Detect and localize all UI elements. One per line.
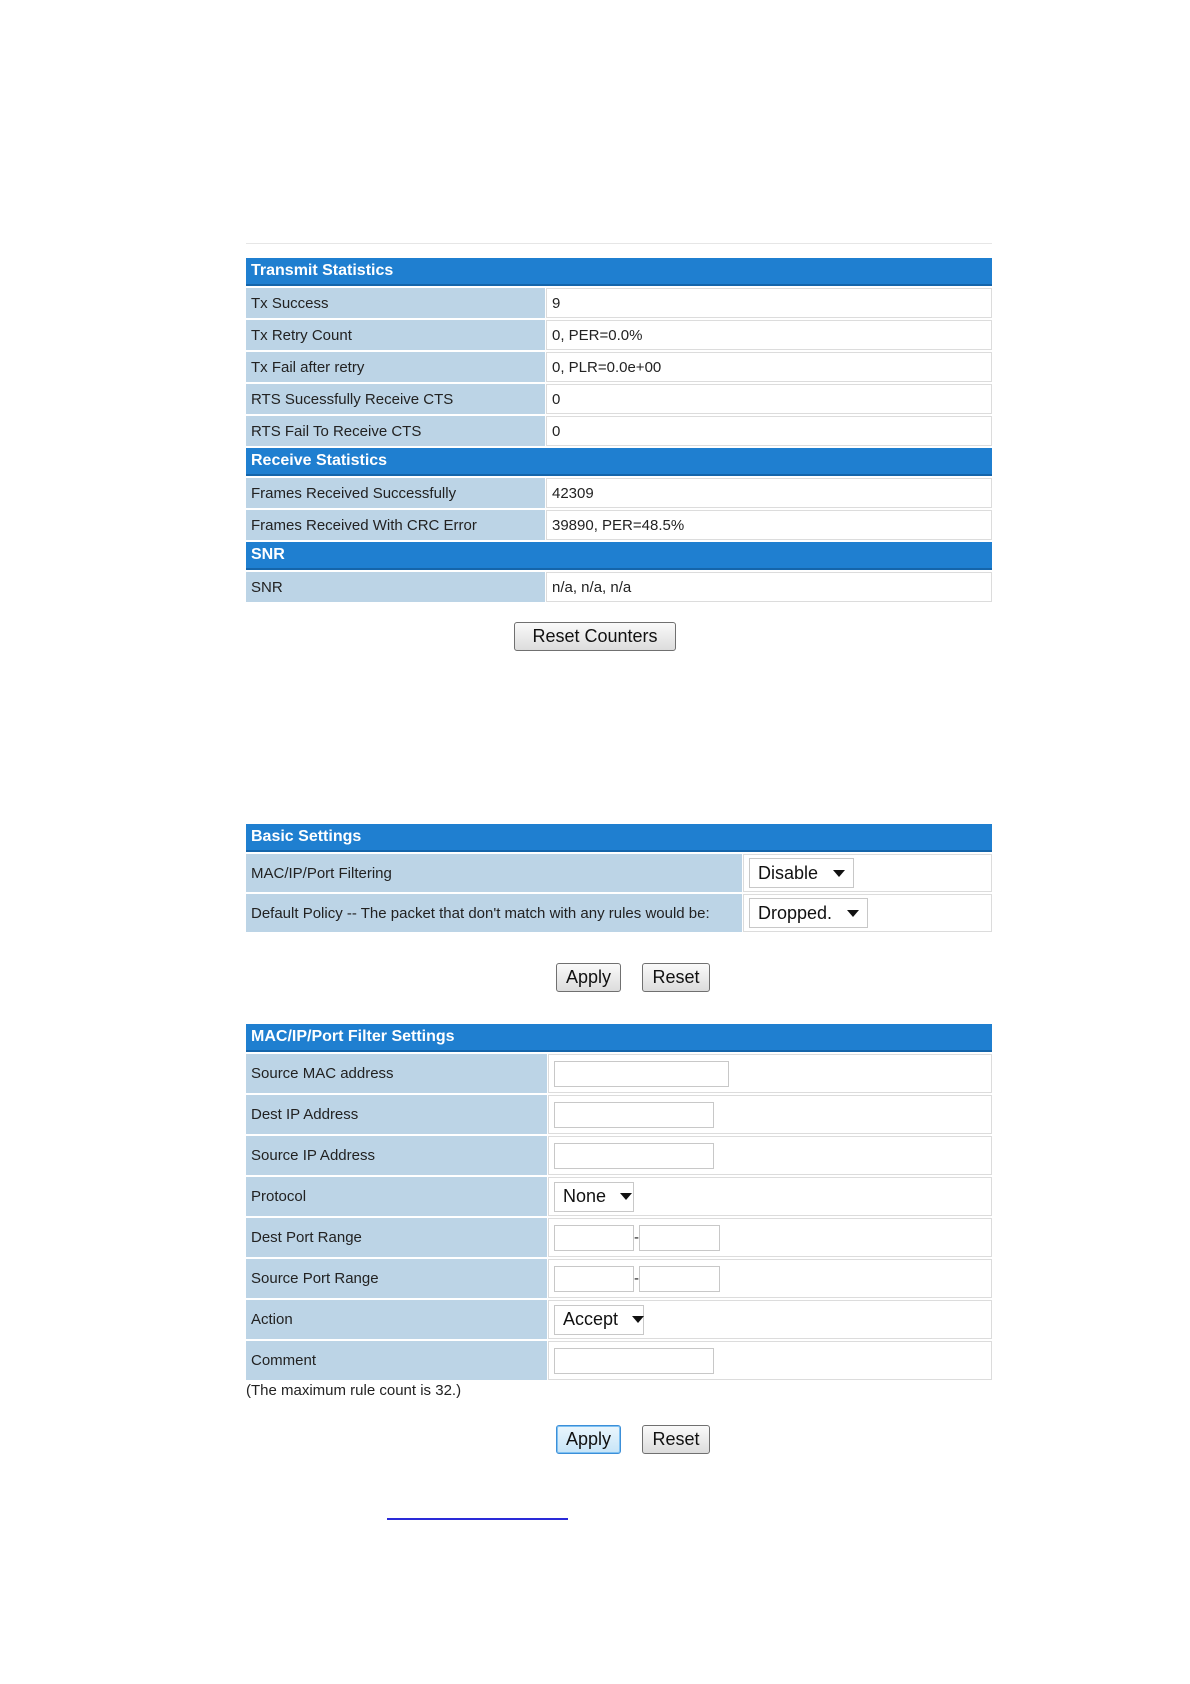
- source-mac-cell: [548, 1054, 992, 1093]
- source-port-range-cell: [548, 1259, 992, 1298]
- snr-label: SNR: [246, 572, 546, 602]
- basic-settings-panel: [246, 822, 992, 934]
- basic-apply-button[interactable]: Apply: [556, 963, 621, 992]
- table-row: [246, 1259, 992, 1298]
- table-row: [246, 1054, 992, 1093]
- rts-receive-cts-label: RTS Sucessfully Receive CTS: [246, 384, 546, 414]
- top-divider: [246, 243, 992, 244]
- range-separator: -: [634, 1269, 639, 1287]
- transmit-statistics-header: Transmit Statistics: [246, 258, 992, 286]
- action-label: Action: [246, 1300, 548, 1339]
- table-row: [246, 320, 992, 350]
- table-row: [246, 288, 992, 318]
- default-policy-label: Default Policy -- The packet that don't match with any rules would be:: [246, 894, 743, 932]
- snr-value: n/a, n/a, n/a: [546, 572, 992, 602]
- range-separator: -: [634, 1228, 639, 1246]
- filtering-cell: [743, 854, 992, 892]
- dest-port-range-cell: [548, 1218, 992, 1257]
- chevron-down-icon: [632, 1316, 644, 1323]
- action-select-value: Accept: [563, 1309, 619, 1329]
- table-row: [246, 1095, 992, 1134]
- statistics-panel: [246, 256, 992, 604]
- dest-port-end-input[interactable]: [639, 1225, 720, 1251]
- table-row: [246, 1218, 992, 1257]
- table-row: [246, 1136, 992, 1175]
- chevron-down-icon: [833, 870, 845, 877]
- protocol-select[interactable]: [554, 1182, 634, 1212]
- statistics-table: [246, 256, 992, 604]
- rts-fail-cts-value: 0: [546, 416, 992, 446]
- dest-port-range-label: Dest Port Range: [246, 1218, 548, 1257]
- protocol-cell: [548, 1177, 992, 1216]
- table-row: [246, 416, 992, 446]
- table-row: [246, 894, 992, 932]
- filtering-select-value: Disable: [758, 862, 819, 883]
- reset-counters-button[interactable]: Reset Counters: [514, 622, 675, 651]
- dest-ip-label: Dest IP Address: [246, 1095, 548, 1134]
- default-policy-select-value: Dropped.: [758, 902, 833, 923]
- tx-retry-count-label: Tx Retry Count: [246, 320, 546, 350]
- filtering-label: MAC/IP/Port Filtering: [246, 854, 743, 892]
- comment-label: Comment: [246, 1341, 548, 1380]
- source-mac-input[interactable]: [554, 1061, 729, 1087]
- frames-crc-error-label: Frames Received With CRC Error: [246, 510, 546, 540]
- frames-received-label: Frames Received Successfully: [246, 478, 546, 508]
- rts-fail-cts-label: RTS Fail To Receive CTS: [246, 416, 546, 446]
- receive-statistics-header: Receive Statistics: [246, 448, 992, 476]
- tx-fail-label: Tx Fail after retry: [246, 352, 546, 382]
- filter-reset-button[interactable]: Reset: [642, 1425, 709, 1454]
- filter-settings-header: MAC/IP/Port Filter Settings: [246, 1024, 992, 1052]
- table-row: [246, 352, 992, 382]
- filter-apply-button[interactable]: Apply: [556, 1425, 621, 1454]
- rts-receive-cts-value: 0: [546, 384, 992, 414]
- tx-success-value: 9: [546, 288, 992, 318]
- default-policy-cell: [743, 894, 992, 932]
- table-row: [246, 1300, 992, 1339]
- snr-header: SNR: [246, 542, 992, 570]
- table-row: [246, 572, 992, 602]
- filter-settings-table: [246, 1022, 992, 1382]
- comment-input[interactable]: [554, 1348, 714, 1374]
- tx-fail-value: 0, PLR=0.0e+00: [546, 352, 992, 382]
- source-ip-cell: [548, 1136, 992, 1175]
- source-port-end-input[interactable]: [639, 1266, 720, 1292]
- protocol-label: Protocol: [246, 1177, 548, 1216]
- table-row: [246, 384, 992, 414]
- frames-received-value: 42309: [546, 478, 992, 508]
- basic-settings-actions: [556, 963, 710, 992]
- dest-port-start-input[interactable]: [554, 1225, 634, 1251]
- source-port-start-input[interactable]: [554, 1266, 634, 1292]
- filter-settings-actions: [556, 1425, 710, 1454]
- basic-settings-table: [246, 822, 992, 934]
- table-row: [246, 478, 992, 508]
- protocol-select-value: None: [563, 1186, 607, 1206]
- source-port-range-label: Source Port Range: [246, 1259, 548, 1298]
- max-rule-note: (The maximum rule count is 32.): [246, 1382, 462, 1399]
- chevron-down-icon: [620, 1193, 632, 1200]
- hyperlink-underline: [387, 1518, 568, 1520]
- source-mac-label: Source MAC address: [246, 1054, 548, 1093]
- source-ip-label: Source IP Address: [246, 1136, 548, 1175]
- reset-counters-row: [0, 622, 1190, 651]
- filtering-select[interactable]: [749, 858, 854, 888]
- dest-ip-input[interactable]: [554, 1102, 714, 1128]
- table-row: [246, 854, 992, 892]
- action-cell: [548, 1300, 992, 1339]
- table-row: [246, 1341, 992, 1380]
- basic-settings-header: Basic Settings: [246, 824, 992, 852]
- comment-cell: [548, 1341, 992, 1380]
- filter-settings-panel: [246, 1022, 992, 1382]
- action-select[interactable]: [554, 1305, 644, 1335]
- table-row: [246, 510, 992, 540]
- default-policy-select[interactable]: [749, 898, 868, 928]
- table-row: [246, 1177, 992, 1216]
- tx-retry-count-value: 0, PER=0.0%: [546, 320, 992, 350]
- basic-reset-button[interactable]: Reset: [642, 963, 709, 992]
- source-ip-input[interactable]: [554, 1143, 714, 1169]
- tx-success-label: Tx Success: [246, 288, 546, 318]
- frames-crc-error-value: 39890, PER=48.5%: [546, 510, 992, 540]
- chevron-down-icon: [847, 910, 859, 917]
- dest-ip-cell: [548, 1095, 992, 1134]
